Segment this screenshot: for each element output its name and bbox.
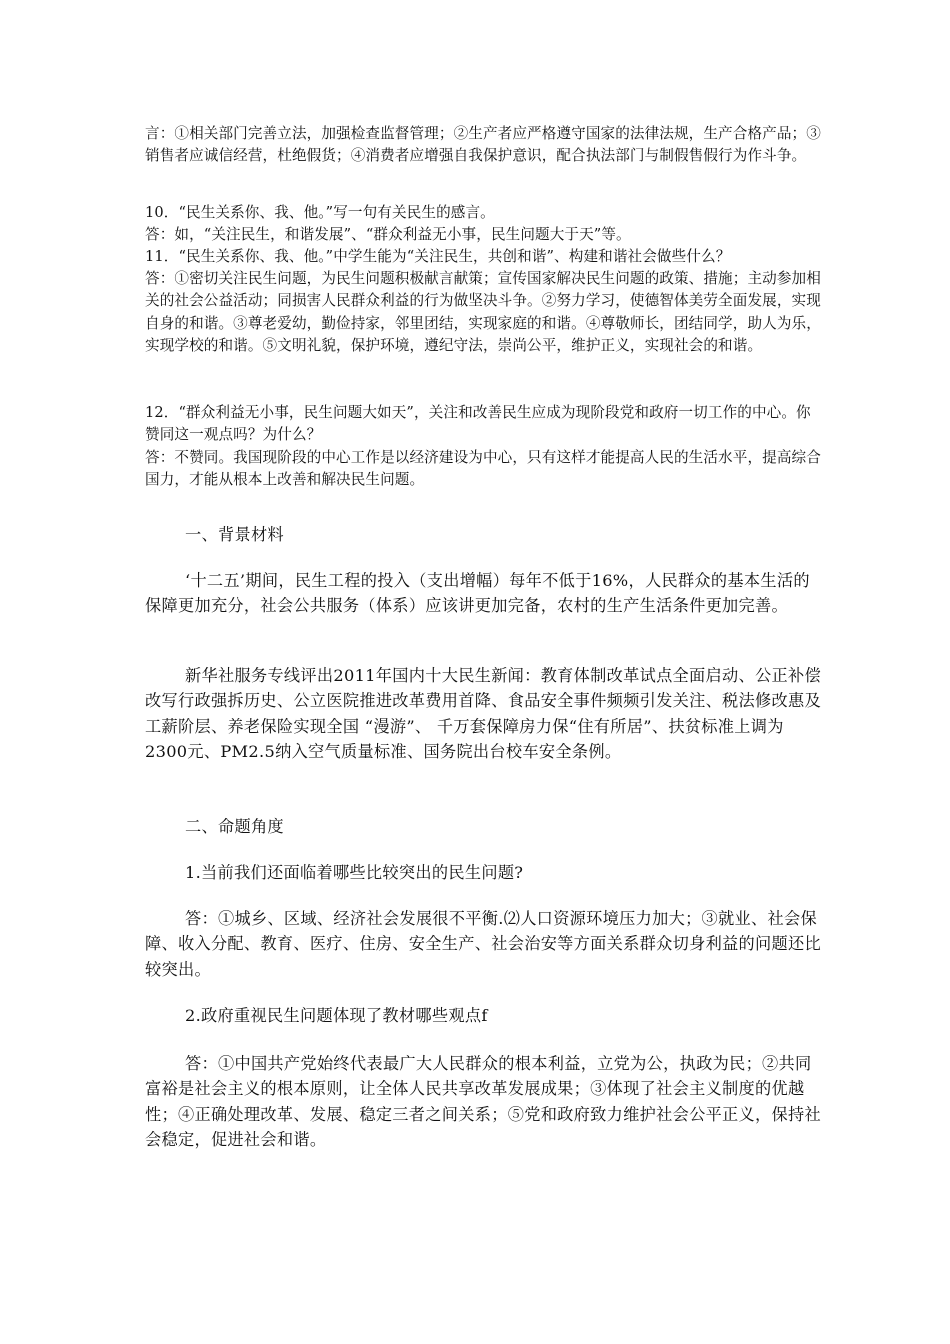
- item2-answer: 答：①中国共产党始终代表最广大人民群众的根本利益，立党为公，执政为民；②共同富裕是社会主义的根本原则，让全体人民共享改革发展成果；③体现了社会主义制度的优越性；④正确处理改革、发展、稳定三者之间关系；⑤党和政府致力维护社会公平正义，保持社会稳定，促进社会和谐。: [145, 1054, 821, 1150]
- item1-question: 1.当前我们还面临着哪些比较突出的民生问题?: [185, 863, 524, 882]
- q12-question: 12．“群众利益无小事，民生问题大如天”，关注和改善民生应成为现阶段党和政府一切工作的中心。你赞同这一观点吗？为什么？: [145, 404, 811, 444]
- item2-question: 2.政府重视民生问题体现了教材哪些观点f: [185, 1006, 488, 1025]
- section1-paragraph-1: ‘十二五’期间，民生工程的投入（支出增幅）每年不低于16%，人民群众的基本生活的保障更加充分，社会公共服务（体系）应该讲更加完备，农村的生产生活条件更加完善。: [145, 571, 810, 616]
- section2-heading: 二、命题角度: [185, 817, 284, 836]
- q10-question: 10．“民生关系你、我、他。”写一句有关民生的感言。: [145, 204, 495, 221]
- q10-answer: 答：如，“关注民生，和谐发展”、“群众利益无小事，民生问题大于天”等。: [145, 226, 631, 243]
- q11-question: 11．“民生关系你、我、他。”中学生能为“关注民生，共创和谐”、构建和谐社会做些什么？: [145, 248, 731, 265]
- section1-heading: 一、背景材料: [185, 525, 284, 544]
- q11-answer: 答：①密切关注民生问题，为民生问题积极献言献策；宣传国家解决民生问题的政策、措施；主动参加相关的社会公益活动；同损害人民群众利益的行为做坚决斗争。②努力学习，使德智体美劳全面发展，实现自身的和谐。③尊老爱幼，勤俭持家，邻里团结，实现家庭的和谐。④尊敬师长，团结同学，助人为乐，实现学校的和谐。⑤文明礼貌，保护环境，遵纪守法，崇尚公平，维护正义，实现社会的和谐。: [145, 270, 821, 355]
- section1-paragraph-2: 新华社服务专线评出2011年国内十大民生新闻：教育体制改革试点全面启动、公正补偿改写行政强拆历史、公立医院推进改革费用首降、食品安全事件频频引发关注、税法修改惠及工薪阶层、养老保险实现全国 “漫游”、 千万套保障房力保“住有所居”、扶贫标准上调为2300元、PM2.5纳入空气质量标准、国务院出台校车安全条例。: [145, 666, 821, 762]
- q12-answer: 答：不赞同。我国现阶段的中心工作是以经济建设为中心，只有这样才能提高人民的生活水平，提高综合国力，才能从根本上改善和解决民生问题。: [145, 449, 821, 489]
- item1-answer: 答：①城乡、区域、经济社会发展很不平衡.⑵人口资源环境压力加大；③就业、社会保障、收入分配、教育、医疗、住房、安全生产、社会治安等方面关系群众切身利益的问题还比较突出。: [145, 909, 821, 979]
- q9-answer-continued: 言：①相关部门完善立法，加强检查监督管理；②生产者应严格遵守国家的法律法规，生产合格产品；③销售者应诚信经营，杜绝假货；④消费者应增强自我保护意识，配合执法部门与制假售假行为作斗争。: [145, 125, 821, 165]
